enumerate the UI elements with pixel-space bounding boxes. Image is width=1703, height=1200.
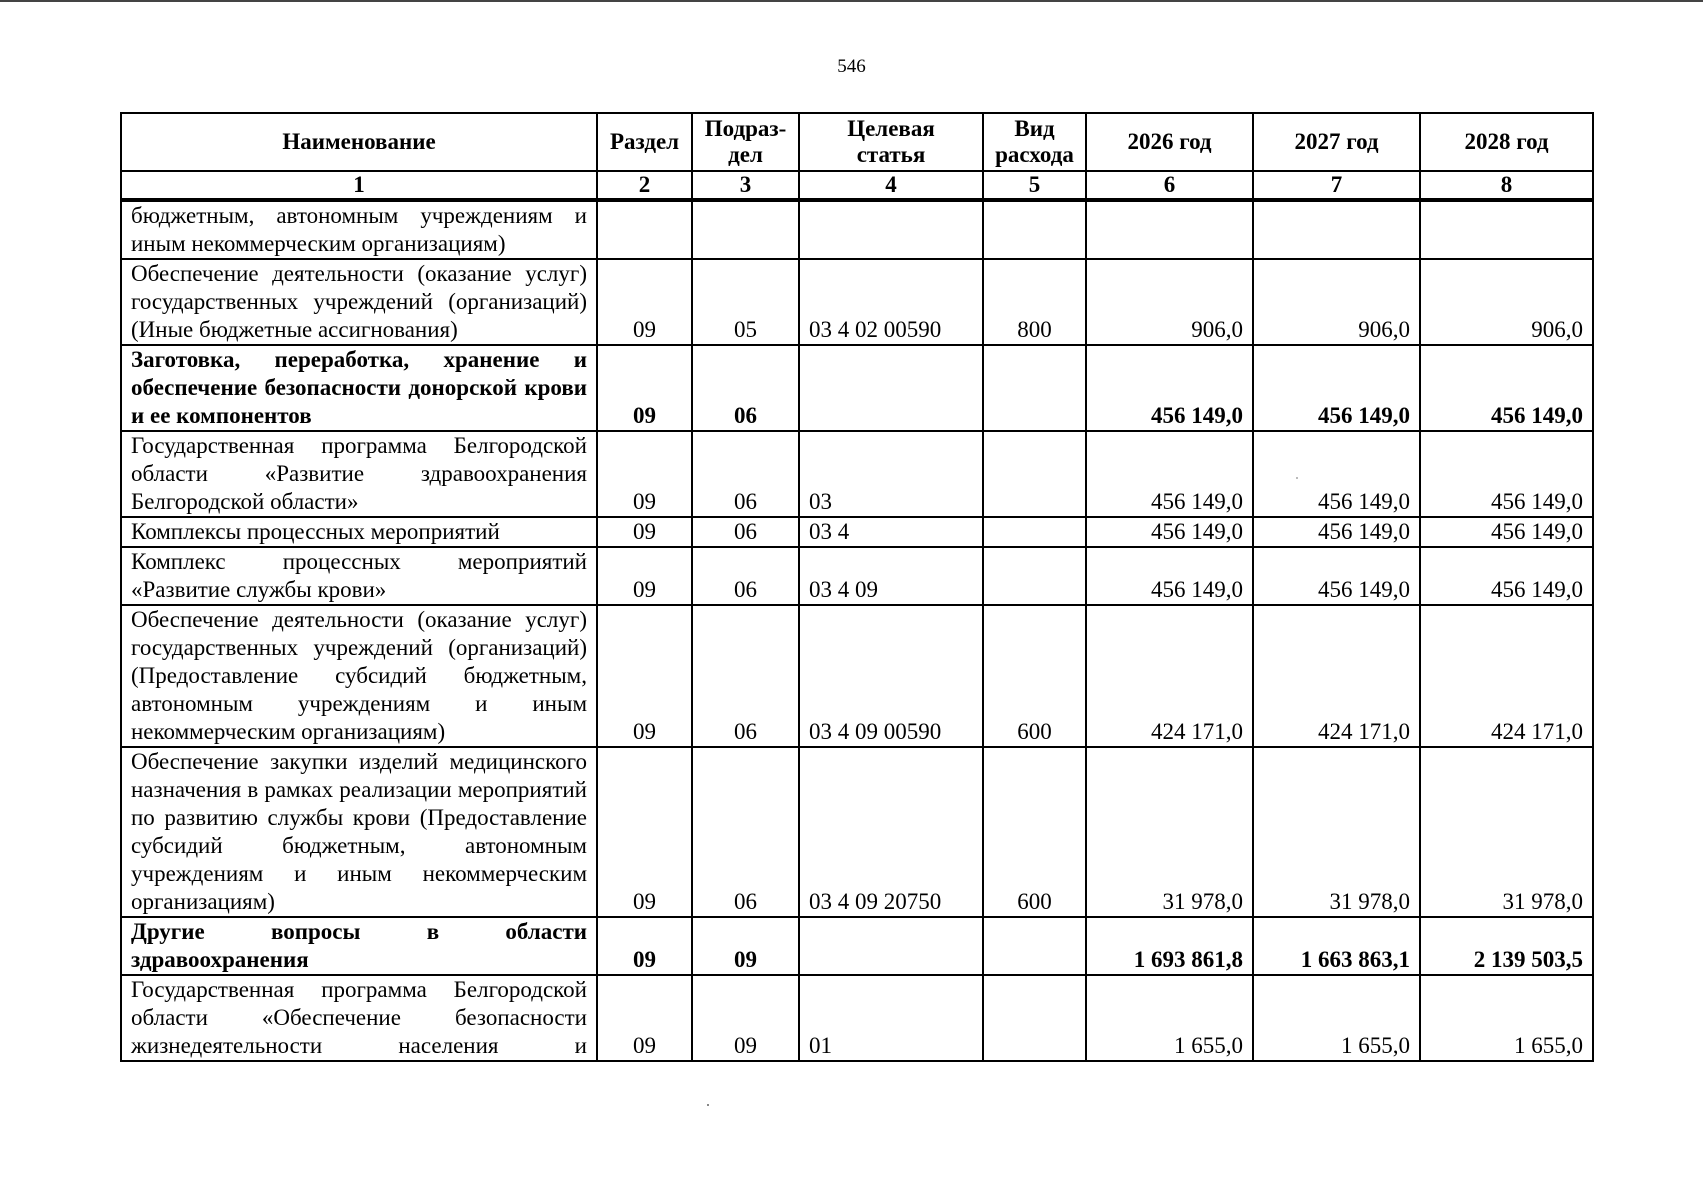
table-row [121, 517, 1593, 547]
row-2026: 906,0 [1086, 259, 1253, 345]
row-2026: 31 978,0 [1086, 747, 1253, 917]
row-subsection: 06 [692, 517, 799, 547]
row-2026 [1086, 200, 1253, 259]
scan-speck [1296, 477, 1298, 479]
header-name: Наименование [121, 113, 597, 171]
row-2028 [1420, 200, 1593, 259]
column-number: 1 [121, 171, 597, 200]
row-section: 09 [597, 345, 692, 431]
row-expense-type [983, 917, 1086, 975]
column-number: 6 [1086, 171, 1253, 200]
table-row [121, 917, 1593, 975]
table-row [121, 259, 1593, 345]
row-section: 09 [597, 517, 692, 547]
row-section: 09 [597, 431, 692, 517]
row-2027: 31 978,0 [1253, 747, 1420, 917]
row-section: 09 [597, 917, 692, 975]
row-2028: 456 149,0 [1420, 547, 1593, 605]
row-2026: 424 171,0 [1086, 605, 1253, 747]
row-subsection: 06 [692, 345, 799, 431]
row-target: 03 4 09 00590 [799, 605, 983, 747]
header-subsection: Подраз- дел [692, 113, 799, 171]
table-header-row [121, 113, 1593, 171]
column-number: 8 [1420, 171, 1593, 200]
row-2026: 456 149,0 [1086, 345, 1253, 431]
table-row [121, 200, 1593, 259]
row-2026: 1 693 861,8 [1086, 917, 1253, 975]
row-section: 09 [597, 605, 692, 747]
header-expense-type: Вид расхода [983, 113, 1086, 171]
row-subsection [692, 200, 799, 259]
column-number: 4 [799, 171, 983, 200]
row-2028: 906,0 [1420, 259, 1593, 345]
page-top-rule [0, 0, 1703, 2]
row-name: Обеспечение деятельности (оказание услуг) государственных учреждений (организаций) (Предоставление субсидий бюджетным, автономным учреждениям и иным некоммерческим организациям) [121, 605, 597, 747]
row-subsection: 06 [692, 431, 799, 517]
row-expense-type [983, 547, 1086, 605]
row-target: 03 [799, 431, 983, 517]
table-row [121, 605, 1593, 747]
row-2028: 456 149,0 [1420, 517, 1593, 547]
row-section [597, 200, 692, 259]
row-2027: 456 149,0 [1253, 431, 1420, 517]
row-expense-type [983, 975, 1086, 1061]
row-2027: 456 149,0 [1253, 517, 1420, 547]
row-subsection: 06 [692, 747, 799, 917]
header-section: Раздел [597, 113, 692, 171]
row-name: Обеспечение деятельности (оказание услуг) государственных учреждений (организаций) (Иные бюджетные ассигнования) [121, 259, 597, 345]
row-name: Заготовка, переработка, хранение и обеспечение безопасности донорской крови и ее компонентов [121, 345, 597, 431]
row-section: 09 [597, 975, 692, 1061]
row-target [799, 917, 983, 975]
row-2026: 456 149,0 [1086, 547, 1253, 605]
table-row [121, 547, 1593, 605]
row-target: 03 4 02 00590 [799, 259, 983, 345]
row-section: 09 [597, 547, 692, 605]
row-2028: 1 655,0 [1420, 975, 1593, 1061]
row-subsection: 09 [692, 917, 799, 975]
row-expense-type [983, 200, 1086, 259]
column-number-row [121, 171, 1593, 200]
row-target: 03 4 09 20750 [799, 747, 983, 917]
row-2027: 456 149,0 [1253, 547, 1420, 605]
row-name: Другие вопросы в области здравоохранения [121, 917, 597, 975]
row-name: Государственная программа Белгородской области «Обеспечение безопасности жизнедеятельности населения и [121, 975, 597, 1061]
row-expense-type: 600 [983, 605, 1086, 747]
row-name: бюджетным, автономным учреждениям и иным некоммерческим организациям) [121, 200, 597, 259]
row-expense-type: 800 [983, 259, 1086, 345]
row-2027: 1 663 863,1 [1253, 917, 1420, 975]
row-2027: 906,0 [1253, 259, 1420, 345]
header-target: Целевая статья [799, 113, 983, 171]
row-2027: 1 655,0 [1253, 975, 1420, 1061]
row-subsection: 09 [692, 975, 799, 1061]
row-2027: 456 149,0 [1253, 345, 1420, 431]
row-target [799, 345, 983, 431]
row-2027: 424 171,0 [1253, 605, 1420, 747]
budget-table [120, 112, 1594, 1062]
column-number: 2 [597, 171, 692, 200]
row-2026: 456 149,0 [1086, 431, 1253, 517]
row-2028: 424 171,0 [1420, 605, 1593, 747]
column-number: 3 [692, 171, 799, 200]
row-expense-type [983, 517, 1086, 547]
row-expense-type: 600 [983, 747, 1086, 917]
header-2026: 2026 год [1086, 113, 1253, 171]
row-target: 01 [799, 975, 983, 1061]
row-2028: 2 139 503,5 [1420, 917, 1593, 975]
scan-speck [707, 1104, 709, 1106]
row-2026: 456 149,0 [1086, 517, 1253, 547]
table-row [121, 431, 1593, 517]
row-target: 03 4 [799, 517, 983, 547]
header-2027: 2027 год [1253, 113, 1420, 171]
table-row [121, 747, 1593, 917]
row-subsection: 05 [692, 259, 799, 345]
column-number: 7 [1253, 171, 1420, 200]
row-expense-type [983, 345, 1086, 431]
row-target: 03 4 09 [799, 547, 983, 605]
header-2028: 2028 год [1420, 113, 1593, 171]
row-name: Государственная программа Белгородской области «Развитие здравоохранения Белгородской области» [121, 431, 597, 517]
row-2028: 456 149,0 [1420, 345, 1593, 431]
row-2026: 1 655,0 [1086, 975, 1253, 1061]
table-row [121, 345, 1593, 431]
table-row [121, 975, 1593, 1061]
row-subsection: 06 [692, 547, 799, 605]
row-2028: 456 149,0 [1420, 431, 1593, 517]
row-target [799, 200, 983, 259]
row-name: Обеспечение закупки изделий медицинского назначения в рамках реализации мероприятий по развитию службы крови (Предоставление субсидий бюджетным, автономным учреждениям и иным некоммерческим организациям) [121, 747, 597, 917]
row-subsection: 06 [692, 605, 799, 747]
column-number: 5 [983, 171, 1086, 200]
row-section: 09 [597, 259, 692, 345]
row-expense-type [983, 431, 1086, 517]
row-section: 09 [597, 747, 692, 917]
row-name: Комплекс процессных мероприятий «Развитие службы крови» [121, 547, 597, 605]
row-2028: 31 978,0 [1420, 747, 1593, 917]
row-name: Комплексы процессных мероприятий [121, 517, 597, 547]
page-number: 546 [837, 56, 866, 77]
row-2027 [1253, 200, 1420, 259]
